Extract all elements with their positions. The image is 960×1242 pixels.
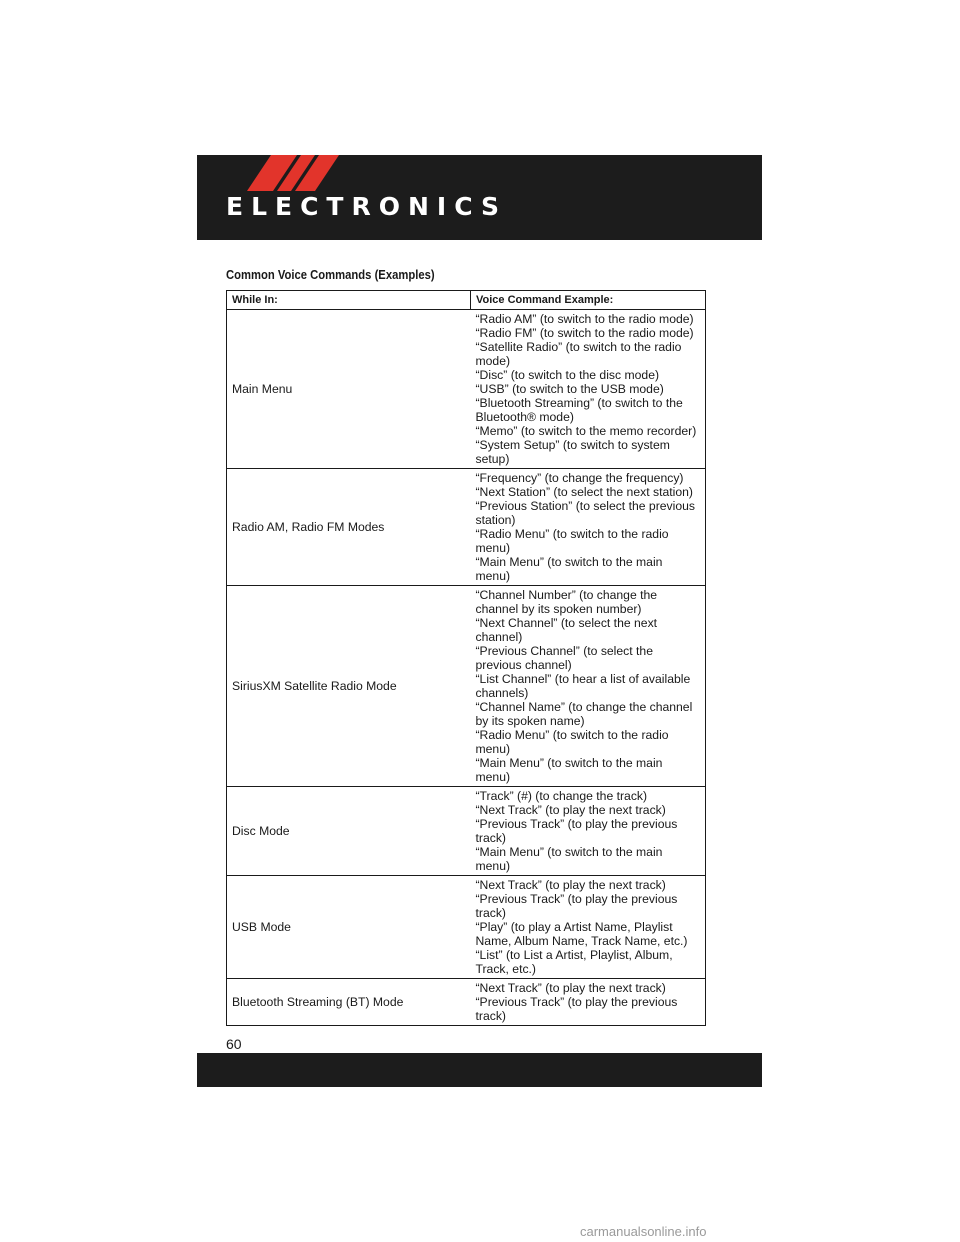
command-line: “Play” (to play a Artist Name, Playlist Name, Album Name, Track Name, etc.) [475, 920, 688, 948]
mode-cell: SiriusXM Satellite Radio Mode [227, 586, 471, 787]
header-title: ELECTRONICS [226, 192, 508, 221]
command-line: “USB” (to switch to the USB mode) [475, 382, 664, 396]
command-line: “Track” (#) (to change the track) [475, 789, 648, 803]
table-row [227, 876, 706, 979]
column-header-while-in: While In: [227, 291, 471, 310]
command-line: “List” (to List a Artist, Playlist, Album, Track, etc.) [475, 948, 673, 976]
footer-band [197, 1053, 762, 1087]
mode-cell: USB Mode [227, 876, 471, 979]
command-line: “Next Track” (to play the next track) [475, 981, 666, 995]
command-line: “Radio AM” (to switch to the radio mode) [475, 312, 694, 326]
section-title: Common Voice Commands (Examples) [226, 268, 435, 282]
command-line: “Memo” (to switch to the memo recorder) [475, 424, 697, 438]
command-cell [471, 787, 706, 876]
command-line: “Previous Station” (to select the previous station) [475, 499, 695, 527]
watermark: carmanualsonline.info [580, 1224, 707, 1239]
command-cell [471, 979, 706, 1026]
command-cell [471, 310, 706, 469]
table-row [227, 469, 706, 586]
column-header-voice-command: Voice Command Example: [471, 291, 706, 310]
voice-commands-table [226, 290, 706, 1026]
command-line: “Main Menu” (to switch to the main menu) [475, 756, 663, 784]
section-header-band [197, 155, 762, 240]
command-line: “Previous Track” (to play the previous track) [475, 817, 678, 845]
table-row [227, 787, 706, 876]
command-line: “Disc” (to switch to the disc mode) [475, 368, 660, 382]
command-line: “Radio Menu” (to switch to the radio menu) [475, 527, 669, 555]
command-line: “System Setup” (to switch to system setup) [475, 438, 670, 466]
command-line: “Radio FM” (to switch to the radio mode) [475, 326, 694, 340]
command-cell [471, 586, 706, 787]
command-cell [471, 469, 706, 586]
mode-cell: Main Menu [227, 310, 471, 469]
mode-cell: Radio AM, Radio FM Modes [227, 469, 471, 586]
command-line: “Next Track” (to play the next track) [475, 803, 666, 817]
command-cell [471, 876, 706, 979]
command-line: “Channel Name” (to change the channel by its spoken name) [475, 700, 693, 728]
table-row [227, 979, 706, 1026]
command-line: “Previous Track” (to play the previous track) [475, 995, 678, 1023]
command-line: “Satellite Radio” (to switch to the radio mode) [475, 340, 682, 368]
page-number: 60 [226, 1036, 242, 1052]
mode-cell: Disc Mode [227, 787, 471, 876]
command-line: “Previous Track” (to play the previous track) [475, 892, 678, 920]
command-line: “List Channel” (to hear a list of available channels) [475, 672, 691, 700]
table-header-row [227, 291, 706, 310]
command-line: “Previous Channel” (to select the previous channel) [475, 644, 653, 672]
command-line: “Radio Menu” (to switch to the radio menu) [475, 728, 669, 756]
table-body [227, 310, 706, 1026]
table-row [227, 586, 706, 787]
command-line: “Next Station” (to select the next station) [475, 485, 693, 499]
command-line: “Frequency” (to change the frequency) [475, 471, 684, 485]
command-line: “Main Menu” (to switch to the main menu) [475, 845, 663, 873]
command-line: “Next Channel” (to select the next channel) [475, 616, 658, 644]
mode-cell: Bluetooth Streaming (BT) Mode [227, 979, 471, 1026]
red-stripes-logo [197, 155, 357, 191]
command-line: “Channel Number” (to change the channel by its spoken number) [475, 588, 658, 616]
command-line: “Main Menu” (to switch to the main menu) [475, 555, 663, 583]
table-row [227, 310, 706, 469]
command-line: “Next Track” (to play the next track) [475, 878, 666, 892]
command-line: “Bluetooth Streaming” (to switch to the Bluetooth® mode) [475, 396, 683, 424]
